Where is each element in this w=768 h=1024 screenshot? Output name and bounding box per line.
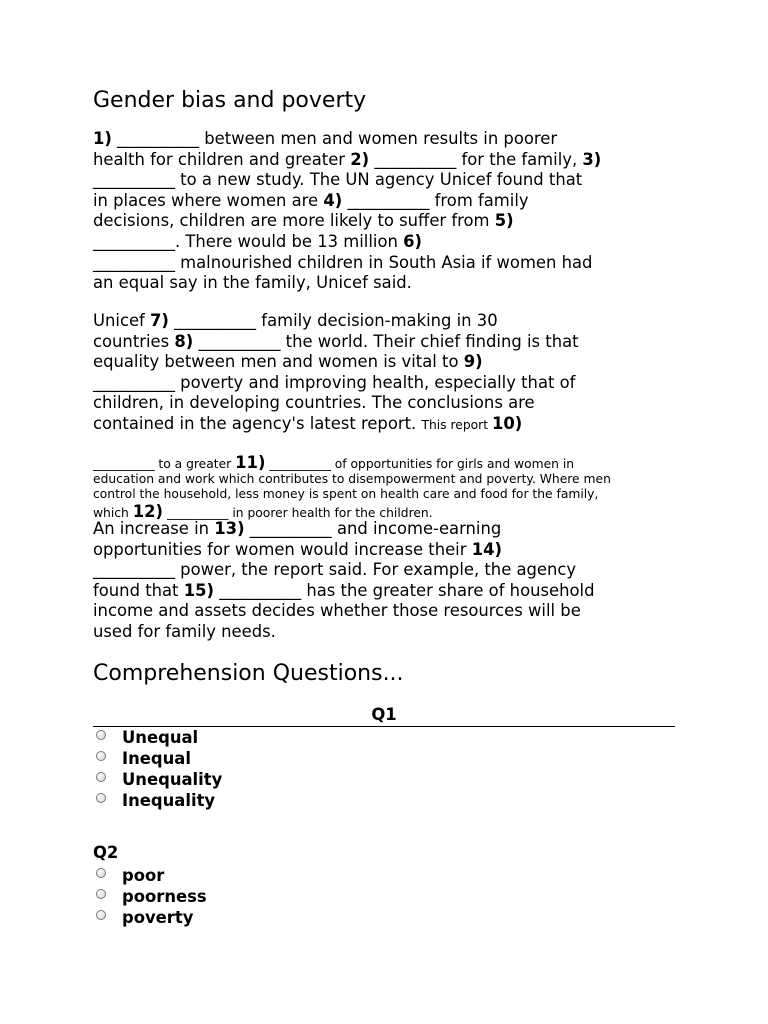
- text-line: opportunities for women would increase their 14): [93, 539, 503, 559]
- radio-button-icon[interactable]: [96, 772, 106, 782]
- text-line: An increase in 13) __________ and income-earning: [93, 519, 502, 538]
- q2-label: Q2: [93, 843, 119, 862]
- q1-option-inequal[interactable]: Inequal: [93, 748, 222, 769]
- q2-option-poverty[interactable]: poverty: [93, 907, 207, 928]
- text-line: health for children and greater 2) __________ for the family, 3): [93, 149, 602, 169]
- q1-option-unequality[interactable]: Unequality: [93, 769, 222, 790]
- q2-options: [93, 865, 207, 928]
- text-line: children, in developing countries. The conclusions are: [93, 393, 535, 413]
- q2-option-poorness[interactable]: poorness: [93, 886, 207, 907]
- paragraph-1: [93, 129, 683, 294]
- text-line: __________ to a new study. The UN agency Unicef found that: [93, 170, 583, 190]
- q1-option-unequal[interactable]: Unequal: [93, 727, 222, 748]
- text-line: control the household, less money is spent on health care and food for the family,: [93, 487, 599, 501]
- text-line: which 12) __________ in poorer health for the children.: [93, 502, 433, 521]
- radio-button-icon[interactable]: [96, 868, 106, 878]
- text-line: in places where women are 4) __________ from family: [93, 190, 529, 210]
- text-line: __________ malnourished children in South Asia if women had: [93, 252, 593, 272]
- radio-button-icon[interactable]: [96, 910, 106, 920]
- radio-button-icon[interactable]: [96, 751, 106, 761]
- text-line: contained in the agency's latest report. This report 10): [93, 413, 523, 433]
- comprehension-heading: Comprehension Questions...: [93, 661, 404, 686]
- text-line: __________. There would be 13 million 6): [93, 231, 422, 251]
- paragraph-3: [93, 519, 683, 643]
- text-line: __________ power, the report said. For example, the agency: [93, 560, 577, 580]
- q2-option-poor[interactable]: poor: [93, 865, 207, 886]
- text-line: found that 15) __________ has the greater share of household: [93, 580, 595, 600]
- paragraph-2-small-text: [93, 455, 611, 521]
- q1-option-inequality[interactable]: Inequality: [93, 790, 222, 811]
- text-line: used for family needs.: [93, 621, 276, 641]
- text-line: income and assets decides whether those resources will be: [93, 601, 581, 621]
- radio-button-icon[interactable]: [96, 730, 106, 740]
- radio-button-icon[interactable]: [96, 889, 106, 899]
- text-line: __________ poverty and improving health, especially that of: [93, 372, 576, 392]
- text-line: decisions, children are more likely to suffer from 5): [93, 211, 514, 231]
- text-line: countries 8) __________ the world. Their chief finding is that: [93, 331, 579, 351]
- document-title: Gender bias and poverty: [93, 88, 367, 113]
- text-line: education and work which contributes to disempowerment and poverty. Where men: [93, 472, 611, 486]
- q1-options: [93, 727, 222, 811]
- paragraph-2: [93, 311, 683, 436]
- radio-button-icon[interactable]: [96, 793, 106, 803]
- text-line: 1) __________ between men and women results in poorer: [93, 129, 558, 148]
- text-line: an equal say in the family, Unicef said.: [93, 273, 412, 293]
- text-line: Unicef 7) __________ family decision-making in 30: [93, 311, 498, 330]
- text-line: equality between men and women is vital to 9): [93, 352, 483, 372]
- text-line: __________ to a greater 11) __________ of opportunities for girls and women in: [93, 453, 575, 472]
- q1-label: Q1: [93, 704, 675, 727]
